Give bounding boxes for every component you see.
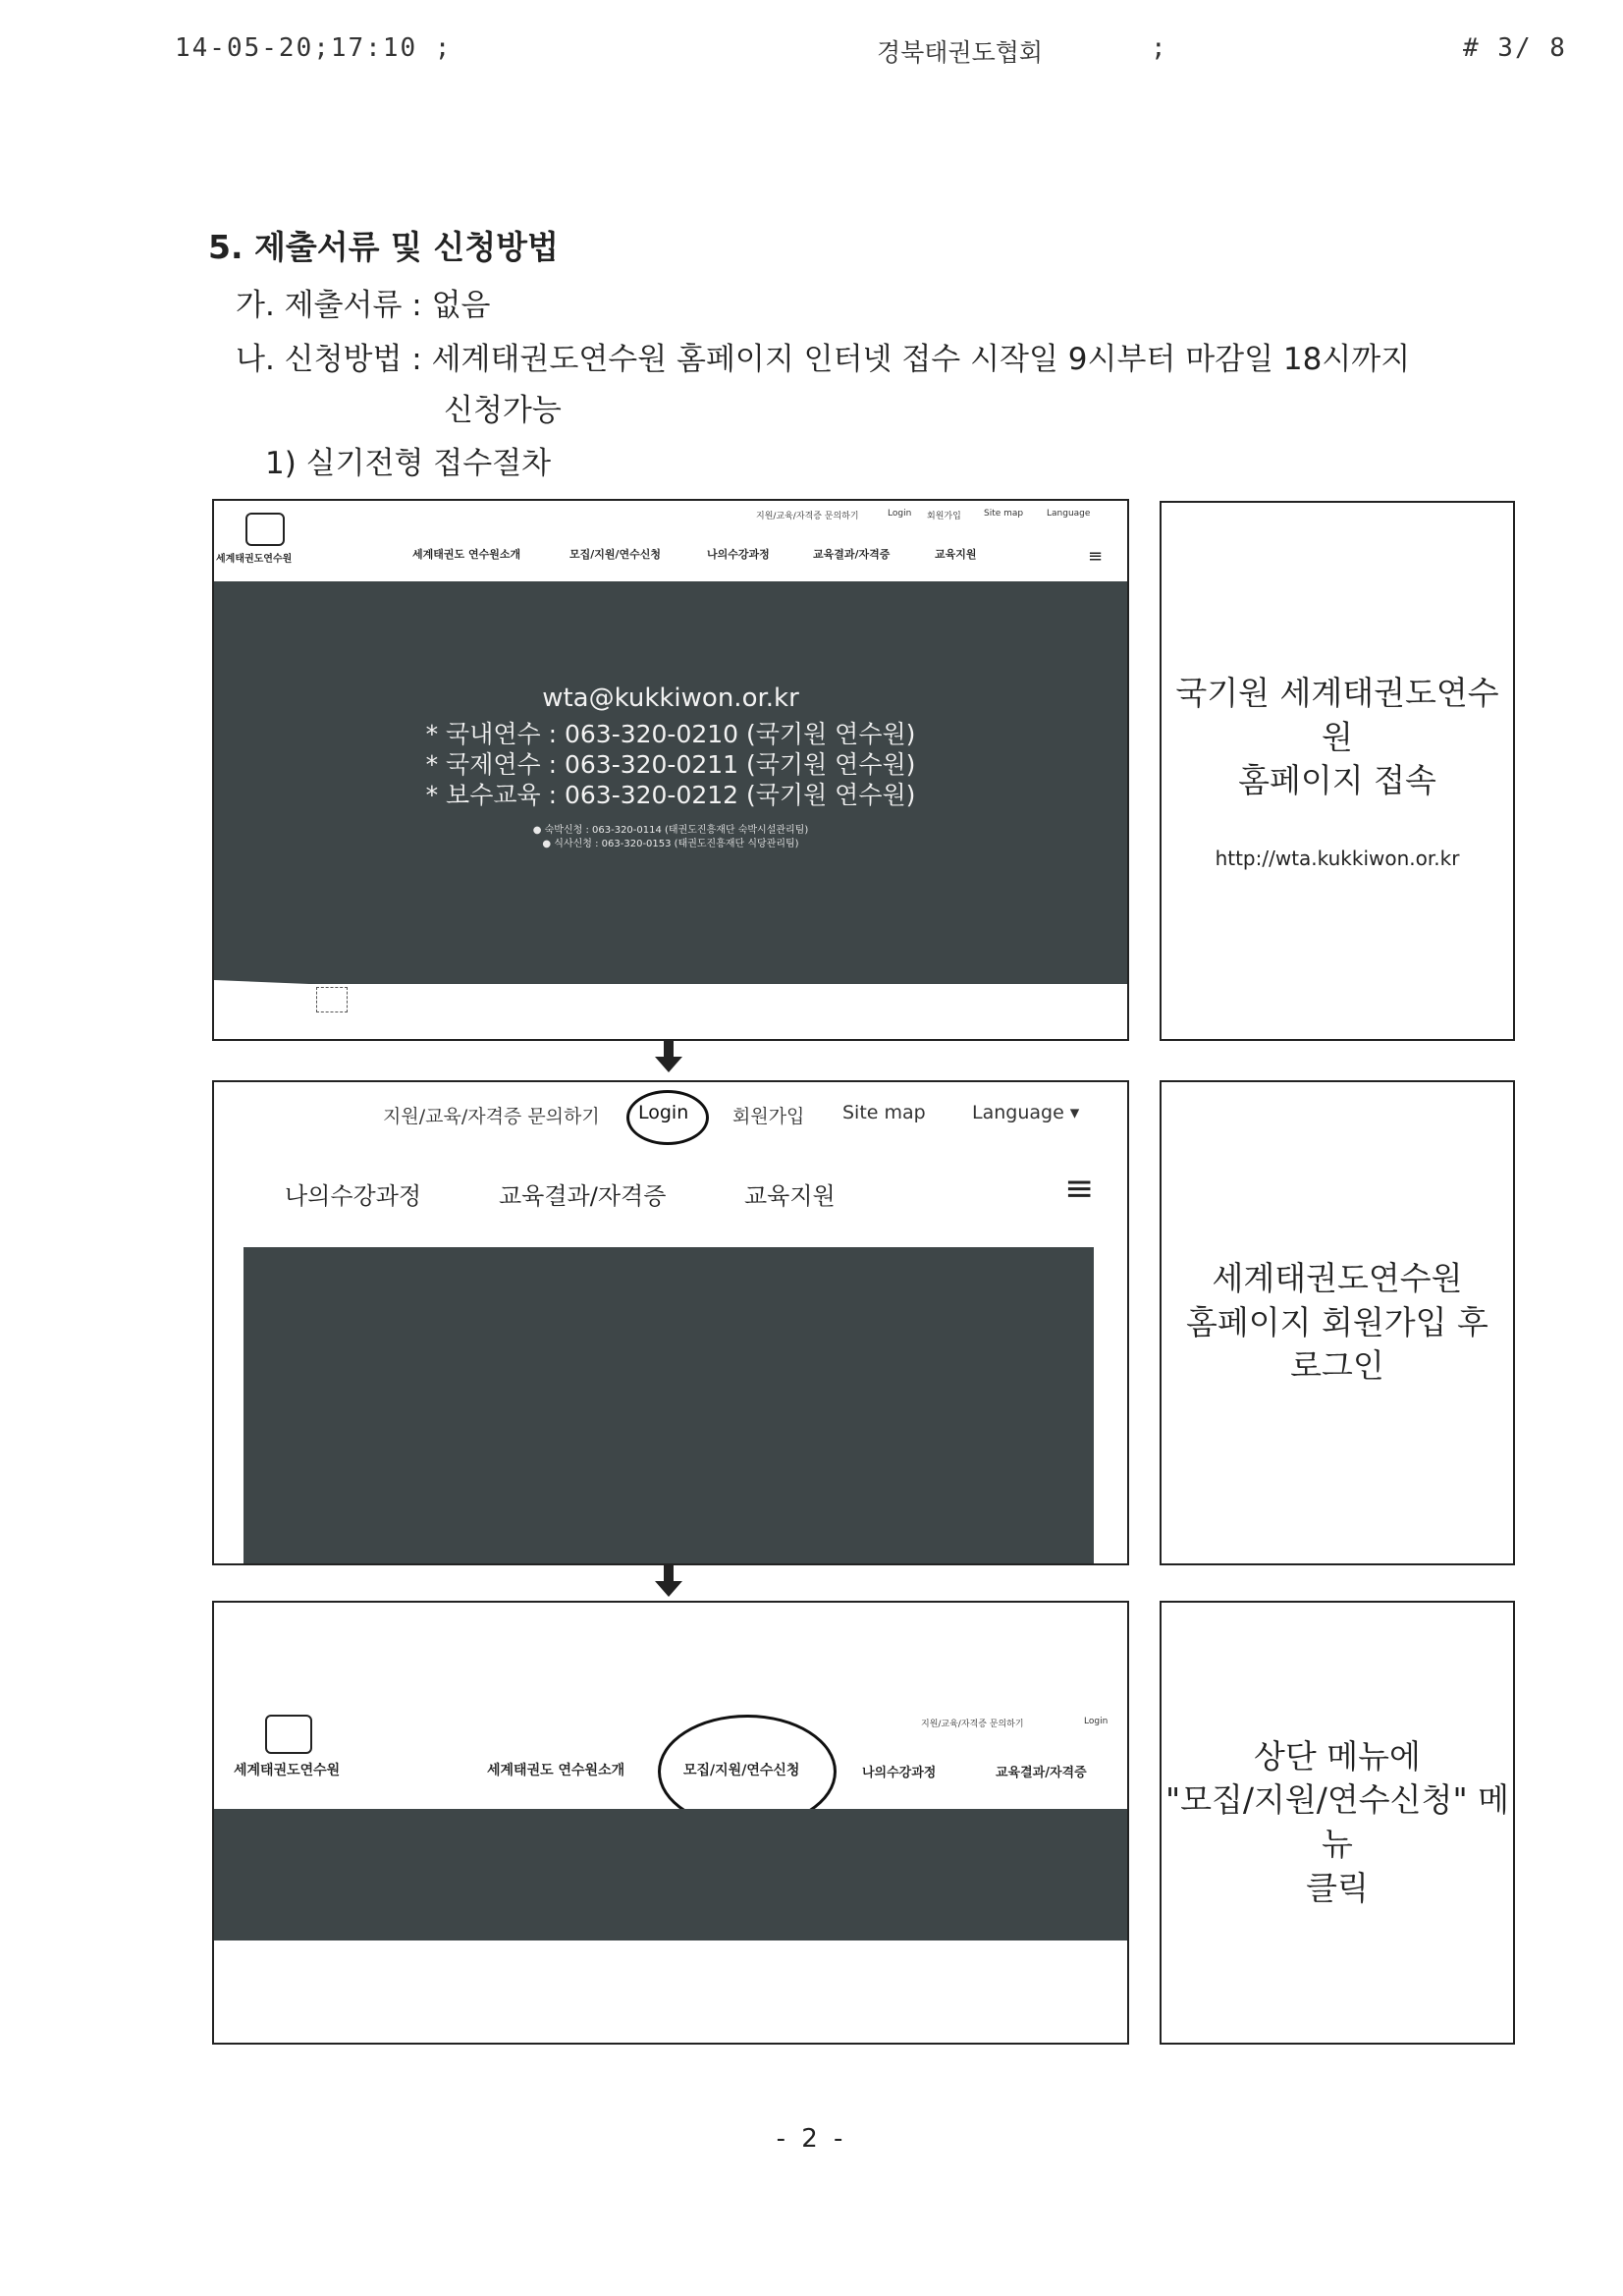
top-link-inquiry[interactable]: 지원/교육/자격증 문의하기 — [921, 1720, 1024, 1729]
logo-text: 세계태권도연수원 — [216, 554, 293, 565]
step3-text: 상단 메뉴에 "모집/지원/연수신청" 메뉴 클릭 — [1165, 1736, 1509, 1907]
contact-meals: ● 식사신청 : 063-320-0153 (태권도진흥재단 식당관리팀) — [542, 839, 799, 849]
top-link-login[interactable]: Login — [1084, 1717, 1109, 1726]
login-screenshot — [212, 1080, 1129, 1565]
contact-domestic: * 국내연수 : 063-320-0210 (국기원 연수원) — [425, 720, 916, 748]
nav-my-courses[interactable]: 나의수강과정 — [862, 1766, 937, 1780]
homepage-screenshot — [212, 499, 1129, 1041]
nav-about[interactable]: 세계태권도 연수원소개 — [487, 1763, 625, 1778]
contact-lodging: ● 숙박신청 : 063-320-0114 (태권도진흥재단 숙박시설관리팀) — [532, 825, 809, 836]
application-method-cont: 신청가능 — [444, 393, 562, 428]
section-title: 5. 제출서류 및 신청방법 — [208, 228, 559, 266]
top-link-language[interactable]: Language — [1047, 509, 1091, 519]
sitemap-link[interactable]: Site map — [842, 1102, 926, 1123]
page-number: - 2 - — [776, 2124, 847, 2154]
required-documents: 가. 제출서류 : 없음 — [236, 288, 491, 323]
signup-link[interactable]: 회원가입 — [732, 1106, 805, 1127]
nav-recruit[interactable]: 모집/지원/연수신청 — [569, 548, 662, 561]
top-link-sitemap[interactable]: Site map — [984, 509, 1024, 519]
fax-separator: ; — [1151, 33, 1168, 63]
fax-page-count: # 3/ 8 — [1463, 33, 1567, 63]
homepage-url[interactable]: http://wta.kukkiwon.or.kr — [1215, 846, 1460, 870]
stamp-mark — [316, 987, 348, 1012]
fax-timestamp: 14-05-20;17:10 ; — [175, 33, 453, 63]
hero-email: wta@kukkiwon.or.kr — [542, 683, 799, 713]
hamburger-menu-icon[interactable]: ≡ — [1088, 546, 1104, 567]
nav-results[interactable]: 교육결과/자격증 — [499, 1182, 667, 1210]
step1-text: 국기원 세계태권도연수원 홈페이지 접속 — [1175, 674, 1499, 800]
contact-refresher: * 보수교육 : 063-320-0212 (국기원 연수원) — [425, 781, 916, 809]
nav-support[interactable]: 교육지원 — [744, 1182, 836, 1210]
menu-screenshot — [212, 1601, 1129, 2045]
step2-text: 세계태권도연수원 홈페이지 회원가입 후 로그인 — [1186, 1259, 1488, 1386]
logo-text: 세계태권도연수원 — [234, 1763, 341, 1778]
top-link-inquiry[interactable]: 지원/교육/자격증 문의하기 — [756, 512, 859, 521]
language-select[interactable]: Language ▾ — [972, 1102, 1080, 1123]
nav-results[interactable]: 교육결과/자격증 — [813, 548, 891, 561]
nav-about[interactable]: 세계태권도 연수원소개 — [412, 548, 521, 561]
nav-support[interactable]: 교육지원 — [935, 548, 977, 561]
nav-my-courses[interactable]: 나의수강과정 — [707, 548, 770, 561]
nav-my-courses[interactable]: 나의수강과정 — [285, 1182, 422, 1210]
practical-procedure-heading: 1) 실기전형 접수절차 — [265, 446, 552, 481]
step1-description — [1160, 501, 1515, 1041]
hamburger-menu-icon[interactable]: ≡ — [1064, 1169, 1095, 1209]
nav-results[interactable]: 교육결과/자격증 — [996, 1766, 1087, 1780]
top-link-inquiry[interactable]: 지원/교육/자격증 문의하기 — [383, 1106, 600, 1127]
wta-logo-icon — [265, 1715, 312, 1754]
wta-logo-icon — [245, 513, 285, 546]
hero-banner — [243, 1247, 1094, 1563]
application-method: 나. 신청방법 : 세계태권도연수원 홈페이지 인터넷 접수 시작일 9시부터 마감일 18시까지 — [236, 342, 1411, 377]
hero-banner — [214, 1809, 1127, 1941]
contact-international: * 국제연수 : 063-320-0211 (국기원 연수원) — [425, 750, 916, 779]
step3-description — [1160, 1601, 1515, 2045]
top-link-signup[interactable]: 회원가입 — [927, 512, 961, 521]
nav-recruit[interactable]: 모집/지원/연수신청 — [683, 1763, 800, 1778]
step2-description — [1160, 1080, 1515, 1565]
login-link[interactable]: Login — [638, 1102, 689, 1123]
fax-sender: 경북태권도협회 — [877, 38, 1044, 67]
hero-slant — [214, 962, 1127, 1041]
top-link-login[interactable]: Login — [888, 509, 912, 519]
